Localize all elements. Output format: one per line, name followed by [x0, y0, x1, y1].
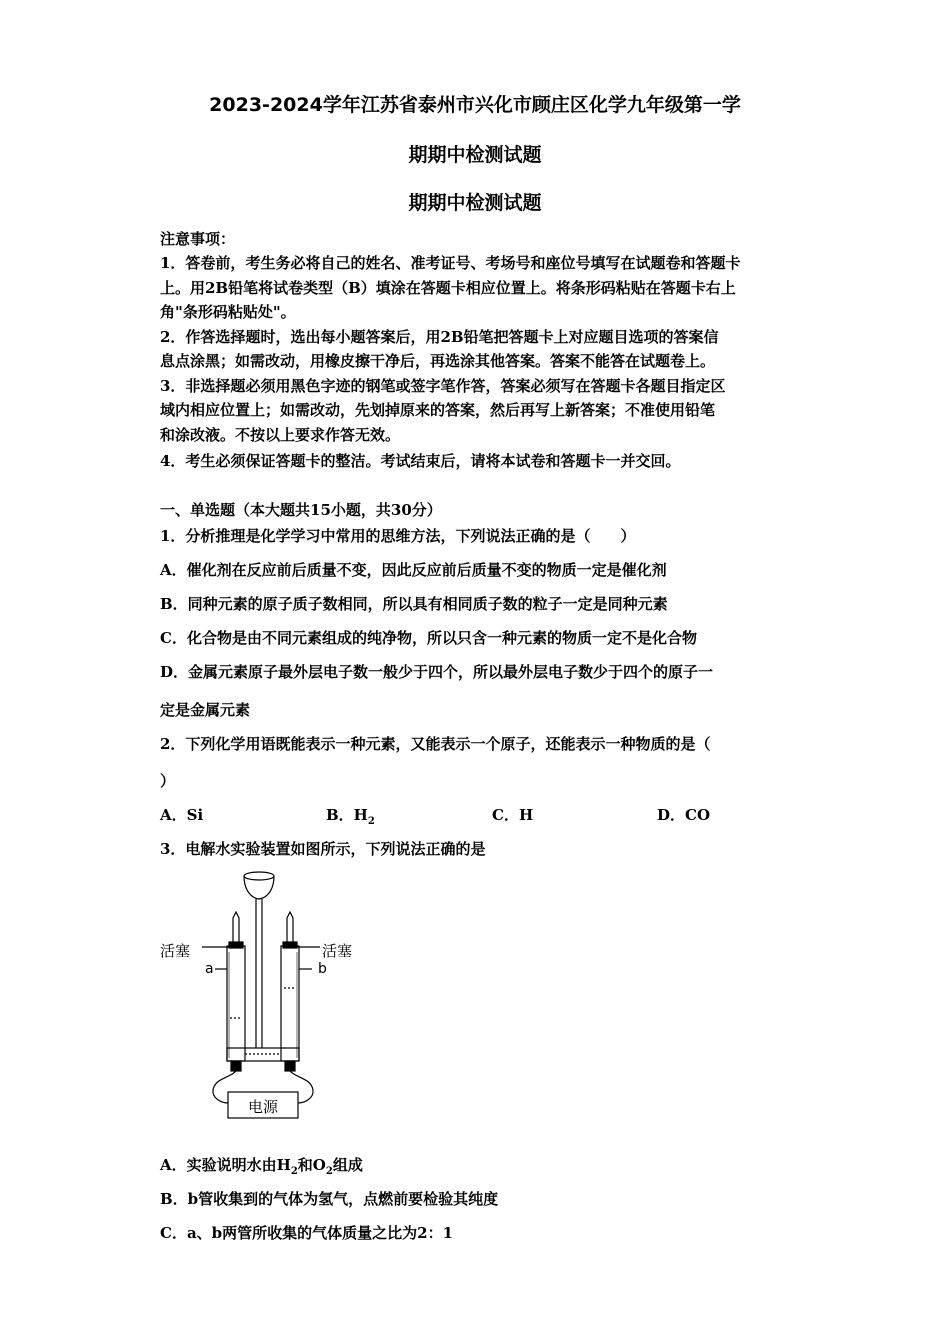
electrolysis-apparatus-diagram [155, 868, 365, 1123]
q1-option-a: A．催化剂在反应前后质量不变，因此反应前后质量不变的物质一定是催化剂 [160, 561, 667, 579]
notice-line: 1．答卷前，考生务必将自己的姓名、准考证号、考场号和座位号填写在试题卷和答题卡 [160, 254, 741, 272]
q3-option-c: C．a、b两管所收集的气体质量之比为2：1 [160, 1224, 454, 1242]
q2-stem: 2．下列化学用语既能表示一种元素，又能表示一个原子，还能表示一种物质的是（ [160, 735, 711, 753]
q2-option-a: A．Si [160, 806, 204, 824]
notice-line: 息点涂黑；如需改动，用橡皮擦干净后，再选涂其他答案。答案不能答在试题卷上。 [160, 352, 716, 370]
tube-b-label: b [318, 961, 327, 977]
title-line-2: 期期中检测试题 [408, 144, 542, 166]
stopcock-right-label: 活塞 [322, 942, 353, 960]
q1-option-c: C．化合物是由不同元素组成的纯净物，所以只含一种元素的物质一定不是化合物 [160, 629, 697, 647]
q2-option-c: C．H [492, 806, 534, 824]
q3-option-b: B．b管收集到的气体为氢气，点燃前要检验其纯度 [160, 1190, 499, 1208]
notice-line: 角"条形码粘贴处"。 [160, 303, 296, 321]
q1-stem: 1．分析推理是化学学习中常用的思维方法，下列说法正确的是（ ） [160, 527, 636, 545]
power-source-label: 电源 [247, 1098, 278, 1116]
q1-option-b: B．同种元素的原子质子数相同，所以具有相同质子数的粒子一定是同种元素 [160, 595, 668, 613]
title-line-1: 2023-2024学年江苏省泰州市兴化市顾庄区化学九年级第一学 [209, 94, 741, 116]
q2-option-b: B．$H_2$ [326, 806, 375, 827]
notice-line: 域内相应位置上；如需改动，先划掉原来的答案，然后再写上新答案；不准使用铅笔 [160, 401, 716, 419]
title-line-3: 期期中检测试题 [408, 192, 542, 214]
notice-line: 3．非选择题必须用黑色字迹的钢笔或签字笔作答，答案必须写在答题卡各题目指定区 [160, 377, 726, 395]
q1-option-d-cont: 定是金属元素 [160, 701, 251, 719]
q2-stem-cont: ） [160, 772, 176, 790]
notice-line: 上。用2B铅笔将试卷类型（B）填涂在答题卡相应位置上。将条形码粘贴在答题卡右上 [160, 279, 736, 297]
tube-a-label: a [205, 961, 214, 977]
q3-option-a: A．实验说明水由$H_2$和$O_2$组成 [160, 1156, 363, 1177]
q1-option-d: D．金属元素原子最外层电子数一般少于四个，所以最外层电子数少于四个的原子一 [160, 663, 714, 681]
notice-line: 4．考生必须保证答题卡的整洁。考试结束后，请将本试卷和答题卡一并交回。 [160, 452, 681, 470]
notice-line: 和涂改液。不按以上要求作答无效。 [160, 426, 401, 444]
q3-stem: 3．电解水实验装置如图所示，下列说法正确的是 [160, 840, 486, 858]
notice-heading: 注意事项： [160, 230, 236, 248]
notice-line: 2．作答选择题时，选出每小题答案后，用2B铅笔把答题卡上对应题目选项的答案信 [160, 328, 719, 346]
q2-option-d: D．CO [657, 806, 711, 824]
stopcock-left-label: 活塞 [160, 942, 191, 960]
section-heading: 一、单选题（本大题共15小题，共30分） [160, 501, 442, 519]
